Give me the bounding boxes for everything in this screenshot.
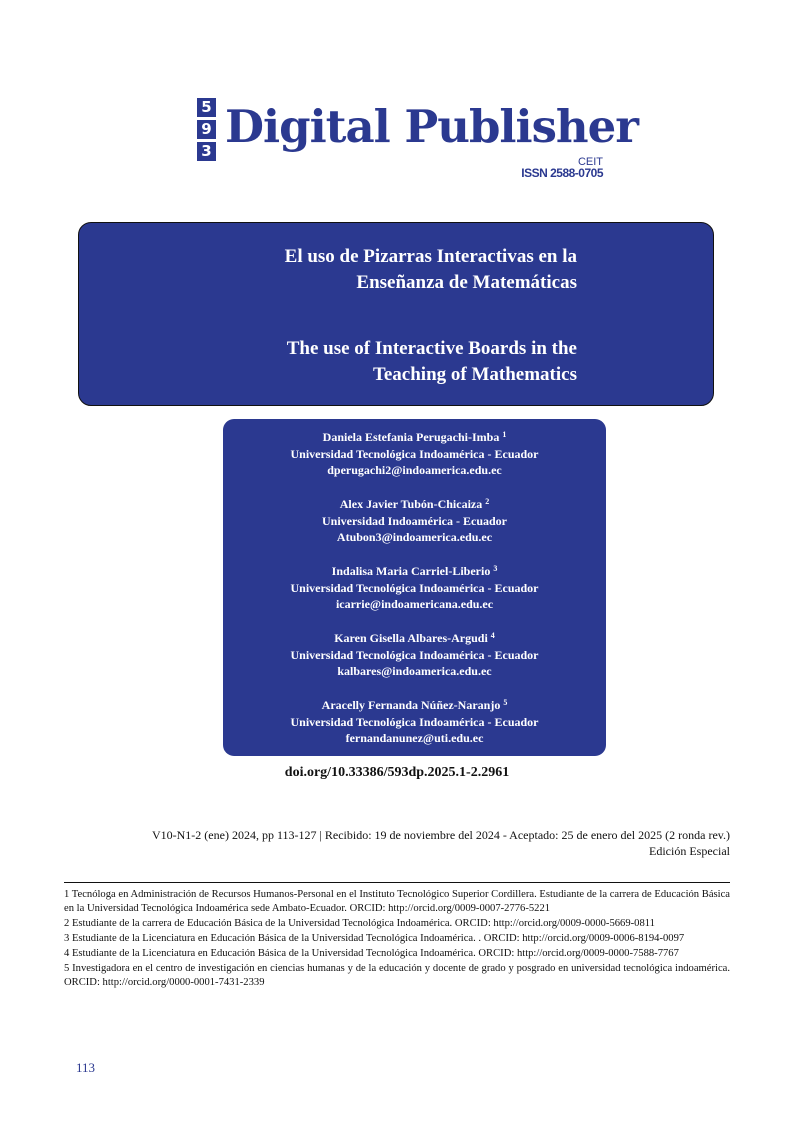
footnote: 5 Investigadora en el centro de investigación en ciencias humanas y de la educación y docente de grado y posgrado en universidad tecnológica indoamérica. ORCID: http://orcid.org/0000-0001-7431-2339 <box>64 963 730 988</box>
authors-box <box>223 419 606 756</box>
author-name-line <box>223 630 606 647</box>
title-spanish-line: Enseñanza de Matemáticas <box>356 272 577 293</box>
author-name: Karen Gisella Albares-Argudi <box>334 631 488 645</box>
author-block <box>223 563 606 613</box>
title-box <box>78 222 714 406</box>
author-name: Indalisa Maria Carriel-Liberio <box>331 564 491 578</box>
author-name-line <box>223 697 606 714</box>
author-footnote-ref[interactable]: 1 <box>502 430 507 439</box>
footnote-divider <box>64 882 730 883</box>
author-footnote-ref[interactable]: 5 <box>503 698 508 707</box>
footnote: 4 Estudiante de la Licenciatura en Educación Básica de la Universidad Tecnológica Indoamérica. ORCID: http://orcid.org/0009-0000-7588-7767 <box>64 948 679 959</box>
author-name-line <box>223 563 606 580</box>
logo-digits <box>197 98 219 164</box>
doi-link[interactable]: doi.org/10.33386/593dp.2025.1-2.2961 <box>284 765 510 780</box>
footnote: 2 Estudiante de la carrera de Educación Básica de la Universidad Tecnológica Indoamérica. ORCID: http://orcid.org/0009-0000-5669-0811 <box>64 918 655 929</box>
author-name: Aracelly Fernanda Núñez-Naranjo <box>321 698 501 712</box>
author-block <box>223 697 606 747</box>
title-english-line: The use of Interactive Boards in the <box>286 338 577 359</box>
edition-label: Edición Especial <box>649 844 730 858</box>
publisher-label: CEIT <box>577 156 603 168</box>
author-email[interactable]: Atubon3@indoamerica.edu.ec <box>336 530 493 544</box>
article-dates: V10-N1-2 (ene) 2024, pp 113-127 | Recibido: 19 de noviembre del 2024 - Aceptado: 25 de enero del 2025 (2 ronda rev.) <box>151 828 730 842</box>
author-name: Daniela Estefania Perugachi-Imba <box>322 430 500 444</box>
logo-digit: 9 <box>197 120 216 139</box>
page-number: 113 <box>76 1060 96 1075</box>
author-affiliation: Universidad Tecnológica Indoamérica - Ecuador <box>290 580 539 595</box>
author-affiliation: Universidad Tecnológica Indoamérica - Ecuador <box>290 647 539 662</box>
footnotes <box>64 888 730 991</box>
author-footnote-ref[interactable]: 3 <box>493 564 498 573</box>
journal-name: Digital Publisher <box>225 100 638 153</box>
author-footnote-ref[interactable]: 2 <box>485 497 490 506</box>
author-email[interactable]: kalbares@indoamerica.edu.ec <box>337 664 492 678</box>
logo-digit: 3 <box>197 142 216 161</box>
title-spanish <box>137 244 577 296</box>
footnote: 3 Estudiante de la Licenciatura en Educación Básica de la Universidad Tecnológica Indoamérica. . ORCID: http://orcid.org/0009-0006-8194-0097 <box>64 933 685 944</box>
title-spanish-line: El uso de Pizarras Interactivas en la <box>284 246 577 267</box>
author-affiliation: Universidad Indoamérica - Ecuador <box>321 513 507 528</box>
author-name-line <box>223 429 606 446</box>
author-footnote-ref[interactable]: 4 <box>490 631 495 640</box>
author-email[interactable]: fernandanunez@uti.edu.ec <box>345 731 484 745</box>
journal-masthead <box>197 94 638 184</box>
author-name-line <box>223 496 606 513</box>
issn-label: ISSN 2588-0705 <box>521 166 603 180</box>
title-english <box>137 336 577 388</box>
author-email[interactable]: dperugachi2@indoamerica.edu.ec <box>327 463 502 477</box>
author-affiliation: Universidad Tecnológica Indoamérica - Ecuador <box>290 714 539 729</box>
article-meta <box>50 827 730 859</box>
author-block <box>223 630 606 680</box>
footnote: 1 Tecnóloga en Administración de Recursos Humanos-Personal en el Instituto Tecnológico Superior Cordillera. Estudiante de la carrera de Educación Básica en la Universidad Tecnológica Indoamérica sede Ambato-Ecuador. ORCID: http://orcid.org/0009-0007-2776-5221 <box>64 889 730 914</box>
title-english-line: Teaching of Mathematics <box>372 364 577 385</box>
author-email[interactable]: icarrie@indoamericana.edu.ec <box>335 597 494 611</box>
author-affiliation: Universidad Tecnológica Indoamérica - Ecuador <box>290 446 539 461</box>
author-block <box>223 429 606 479</box>
author-name: Alex Javier Tubón-Chicaiza <box>339 497 483 511</box>
author-block <box>223 496 606 546</box>
logo-digit: 5 <box>197 98 216 117</box>
